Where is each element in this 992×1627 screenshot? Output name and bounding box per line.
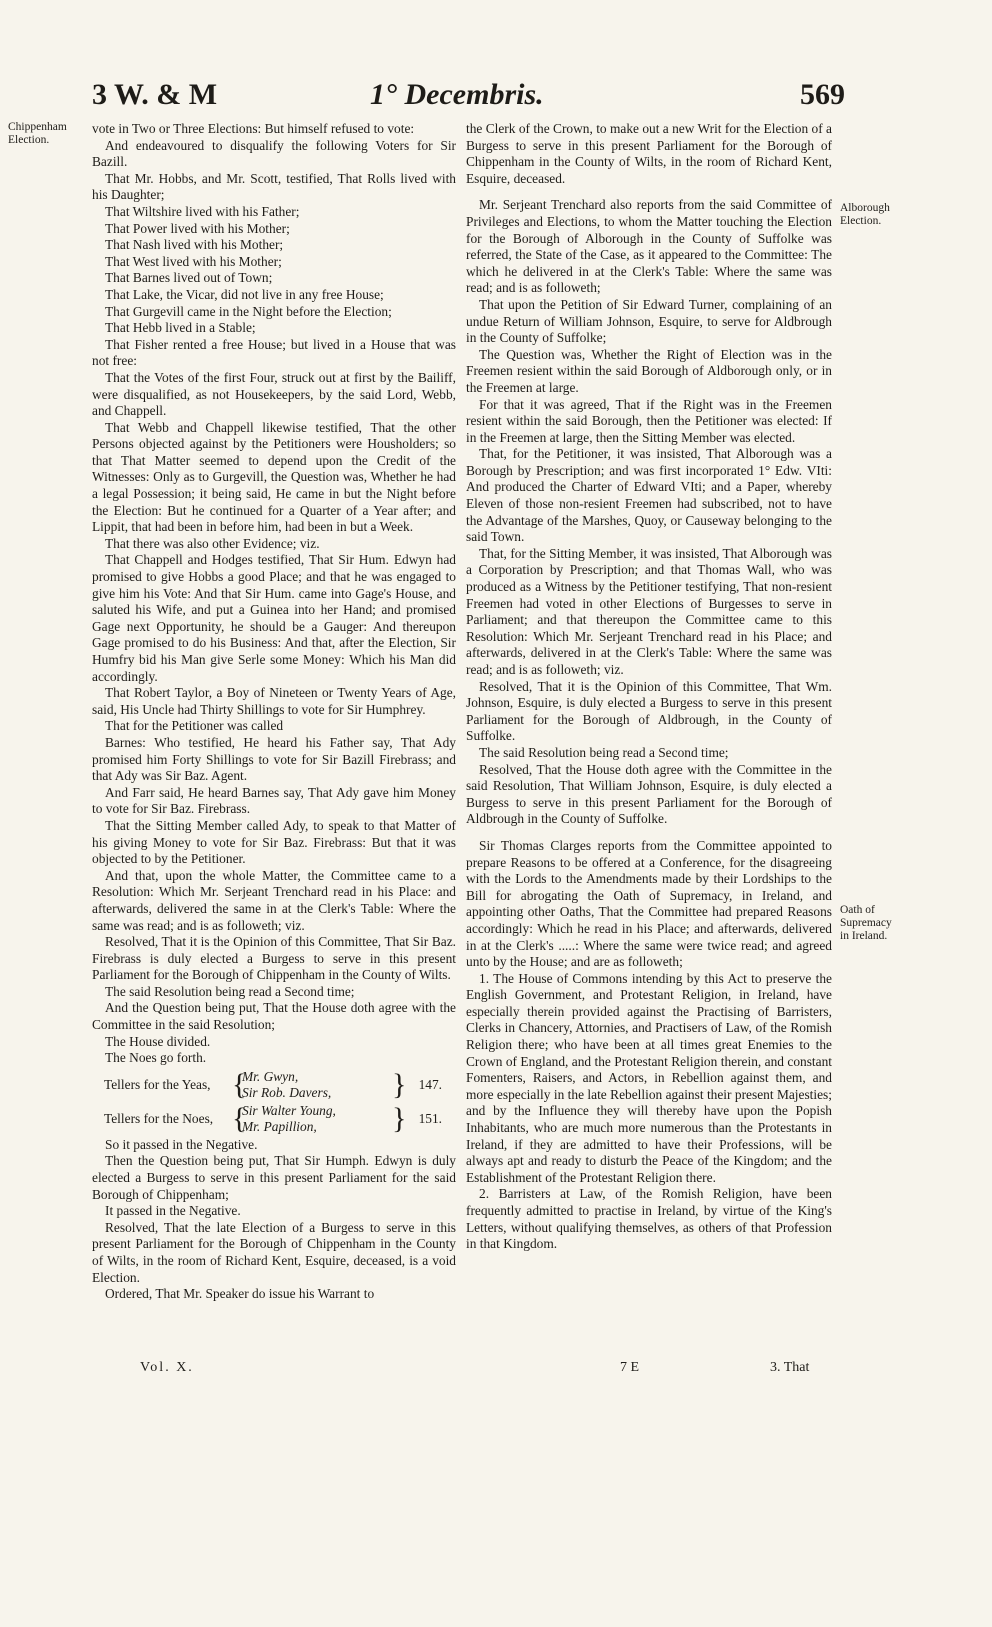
paragraph: That Hebb lived in a Stable; (105, 320, 256, 336)
paragraph: That the Sitting Member called Ady, to speak to that Matter of his giving Money to vote for Sir Baz. Firebrass: But that it was objected to by the Petitioner. (92, 817, 456, 867)
brace-icon: { (232, 1067, 247, 1101)
paragraph: That Nash lived with his Mother; (105, 237, 284, 253)
paragraph: That Chappell and Hodges testified, That Sir Hum. Edwyn had promised to give Hobbs a good Place; and that he was engaged to give him his Vote: And that Sir Hum. came into Gage's House, and saluted his Wife, and put a Guinea into her Hand; and promised Gage next Opportunity, he should be a Gauger: And thereupon Gage promised to do his Business: And that, after the Election, Sir Humfry bid his Man give Serle some Money: Which his Man did accordingly. (92, 552, 456, 684)
vote-count: 151. (418, 1110, 442, 1126)
teller-names (242, 1069, 392, 1101)
margin-note-line: in Ireland. (840, 930, 888, 942)
resolution-paragraph: Resolved, That the late Election of a Burgess to serve in this present Parliament for the Borough of Chippenham in the County of Wilts, in the room of Richard Kent, Esquire, deceased, is a void Election. (92, 1219, 456, 1285)
tellers-label: Tellers for the Yeas, (104, 1076, 211, 1092)
reason-paragraph: 1. The House of Commons intending by this Act to preserve the English Government, and Protestant Religion, in Ireland, have especially therein provided against the Practising of Barristers, Clerks in Chancery, Attornies, and Practisers of Law, of the Romish Religion there; who have been at all times great Enemies to the Crown of England, and the Protestant Religion therein, and constant Fomenters, Raisers, and Actors, in Rebellion against them, and more especially in the late Rebellion against their present Majesties; and by the Influence they will thereby have upon the Popish Inhabitants, who are much more numerous than the Protestants in Ireland, if they are admitted to have their Professions, will be always apt and ready to disturb the Peace of the Kingdom; and the Establishment of the Protestant Religion there. (466, 970, 832, 1185)
resolution-paragraph: Resolved, That it is the Opinion of this Committee, That Wm. Johnson, Esquire, is duly elected a Burgess to serve in this present Parliament for the Borough of Aldbrough, in the County of Suffolke. (466, 678, 832, 744)
paragraph: Sir Thomas Clarges reports from the Committee appointed to prepare Reasons to be offered at a Conference, for the disagreeing with the Lords to the Amendments made by their Lordships to the Bill for abrogating the Oath of Supremacy, in Ireland, and appointing other Oaths, That the Committee had prepared Reasons accordingly: Which he read in his Place; and afterwards, delivered in at the Clerk's .....: Where the same were twice read; and agreed unto by the House; and are as followeth; (466, 837, 832, 970)
paragraph: So it passed in the Negative. (105, 1136, 258, 1152)
paragraph: The said Resolution being read a Second time; (105, 983, 355, 999)
paragraph: That Fisher rented a free House; but lived in a House that was not free: (92, 336, 456, 369)
paragraph: The said Resolution being read a Second time; (479, 744, 729, 760)
margin-note-chippenham (8, 121, 67, 147)
vote-count: 147. (418, 1076, 442, 1092)
paragraph: For that it was agreed, That if the Right was in the Freemen resient within the said Borough, then the Petitioner was elected: If in the Freemen at large, then the Sitting Member was elected. (466, 396, 832, 445)
paragraph: That, for the Petitioner, it was insisted, That Alborough was a Borough by Prescription; and was first incorporated 1° Edw. VIti: And produced the Charter of Edward VIti; and a Paper, whereby Eleven of those non-resient Freemen had subscribed, not to have the Advantage of the Marshes, Quoy, or Causeway belonging to the said Town. (466, 446, 832, 545)
right-column (466, 121, 832, 1253)
paragraph: That upon the Petition of Sir Edward Turner, complaining of an undue Return of William Johnson, Esquire, to serve for Aldbrough in the County of Suffolke; (466, 296, 832, 346)
paragraph: The Question was, Whether the Right of Election was in the Freemen resient within the said Borough of Aldborough only, or in the Freemen at large. (466, 346, 832, 395)
margin-note-line: Election. (840, 215, 882, 227)
paragraph: Then the Question being put, That Sir Humph. Edwyn is duly elected a Burgess to serve in this present Parliament for the said Borough of Chippenham; (92, 1153, 456, 1202)
paragraph: That, for the Sitting Member, it was insisted, That Alborough was a Corporation by Prescription; and that Thomas Wall, who was produced as a Witness by the Petitioner testifying, That non-resient Freemen had voted in other Elections of Burgesses to serve in Parliament; and that thereupon the Committee came to this Resolution: Which Mr. Serjeant Trenchard read in his Place; and afterwards, delivered in at the Clerk's Table: Where the same was read; and is as followeth; viz. (466, 545, 832, 677)
volume-mark: Vol. X. (140, 1360, 194, 1375)
tellers-division (92, 1068, 456, 1136)
paragraph: That Gurgevill came in the Night before the Election; (105, 303, 392, 319)
left-column (92, 121, 456, 1303)
paragraph: That Webb and Chappell likewise testified, That the other Persons objected against by the Petitioners were Housholders; so that That Matter seemed to depend upon the Credit of the Witnesses: Only as to Gurgevill, the Question was, Whether he had a legal Possession; it being said, He came in but the Night before the Election: But he continued for a Quarter of a Year after; and Lippit, that had been in before him, had been in but a Week. (92, 419, 456, 535)
date-heading: 1° Decembris. (370, 78, 544, 111)
page-header (0, 78, 992, 118)
paragraph: That Mr. Hobbs, and Mr. Scott, testified, That Rolls lived with his Daughter; (92, 170, 456, 203)
paragraph: Ordered, That Mr. Speaker do issue his Warrant to (105, 1286, 375, 1302)
tellers-label: Tellers for the Noes, (104, 1110, 214, 1126)
brace-icon: { (232, 1101, 247, 1135)
paragraph: vote in Two or Three Elections: But himself refused to vote: (92, 121, 415, 136)
paragraph: That Robert Taylor, a Boy of Nineteen or Twenty Years of Age, said, His Uncle had Thirty Shillings to vote for Sir Humphrey. (92, 685, 456, 717)
reason-paragraph: 2. Barristers at Law, of the Romish Religion, have been frequently admitted to practise in Ireland, by virtue of the King's Letters, without qualifying themselves, as others of that Profession in that Kingdom. (466, 1186, 832, 1252)
paragraph: The Noes go forth. (105, 1050, 207, 1066)
margin-note-line: Oath of (840, 904, 875, 916)
signature-mark: 7 E (620, 1360, 640, 1375)
paragraph: the Clerk of the Crown, to make out a new Writ for the Election of a Burgess to serve in this present Parliament for the Borough of Chippenham in the County of Wilts, in the room of Richard Kent, Esquire, deceased. (466, 121, 832, 186)
margin-note-alborough (840, 202, 890, 228)
paragraph: That Lake, the Vicar, did not live in any free House; (105, 286, 384, 302)
paragraph: That for the Petitioner was called (105, 718, 284, 734)
teller-name: Sir Walter Young, (242, 1102, 336, 1118)
brace-icon: } (392, 1067, 407, 1101)
margin-note-line: Election. (8, 134, 50, 146)
paragraph: Mr. Serjeant Trenchard also reports from the said Committee of Privileges and Elections, to whom the Matter touching the Election for the Borough of Alborough in the County of Suffolke was referred, the State of the Case, as it appeared to the Committee: The which he delivered in at the Clerk's Table: Where the same was read; and is as followeth; (466, 197, 832, 296)
resolution-paragraph: Resolved, That the House doth agree with the Committee in the said Resolution, That William Johnson, Esquire, is duly elected a Burgess to serve in this present Parliament for the Borough of Aldbrough in the County of Suffolke. (466, 761, 832, 827)
page-number: 569 (800, 78, 845, 111)
teller-name: Mr. Gwyn, (242, 1068, 299, 1084)
margin-note-line: Chippenham (8, 121, 67, 133)
paragraph: And that, upon the whole Matter, the Committee came to a Resolution: Which Mr. Serjeant Trenchard read in his Place: and afterwards, delivered the same in at the Clerk's Table: Where the same was read; and is as followeth; viz. (92, 867, 456, 933)
teller-name: Mr. Papillion, (242, 1118, 317, 1134)
tellers-noes (92, 1102, 456, 1136)
paragraph: That Wiltshire lived with his Father; (105, 203, 300, 219)
tellers-yeas (92, 1068, 456, 1102)
teller-names (242, 1103, 392, 1135)
teller-name: Sir Rob. Davers, (242, 1084, 332, 1100)
paragraph: That Power lived with his Mother; (105, 220, 290, 236)
paragraph: That the Votes of the first Four, struck out at first by the Bailiff, were disqualified, as not Housekeepers, by the said Lord, Webb, and Chappell. (92, 369, 456, 419)
paragraph: That there was also other Evidence; viz. (105, 535, 320, 551)
margin-note-oath (840, 904, 892, 943)
paragraph: It passed in the Negative. (105, 1203, 241, 1219)
paragraph: Barnes: Who testified, He heard his Father say, That Ady promised him Forty Shillings to vote for Sir Bazill Firebrass; and that Ady was Sir Baz. Agent. (92, 734, 456, 784)
paragraph: The House divided. (105, 1033, 211, 1049)
catchword: 3. That (770, 1360, 810, 1375)
resolution-paragraph: Resolved, That it is the Opinion of this Committee, That Sir Baz. Firebrass is duly elected a Burgess to serve in this present Parliament for the Borough of Chippenham in the County of Wilts. (92, 934, 456, 983)
paragraph: That Barnes lived out of Town; (105, 270, 273, 286)
regnal-year: 3 W. & M (92, 78, 218, 111)
paragraph: And endeavoured to disqualify the following Voters for Sir Bazill. (92, 137, 456, 170)
paragraph: And the Question being put, That the House doth agree with the Committee in the said Resolution; (92, 1000, 456, 1033)
paragraph: That West lived with his Mother; (105, 253, 282, 269)
margin-note-line: Alborough (840, 202, 890, 214)
margin-note-line: Supremacy (840, 917, 892, 929)
paragraph: And Farr said, He heard Barnes say, That Ady gave him Money to vote for Sir Baz. Firebrass. (92, 784, 456, 817)
brace-icon: } (392, 1101, 407, 1135)
